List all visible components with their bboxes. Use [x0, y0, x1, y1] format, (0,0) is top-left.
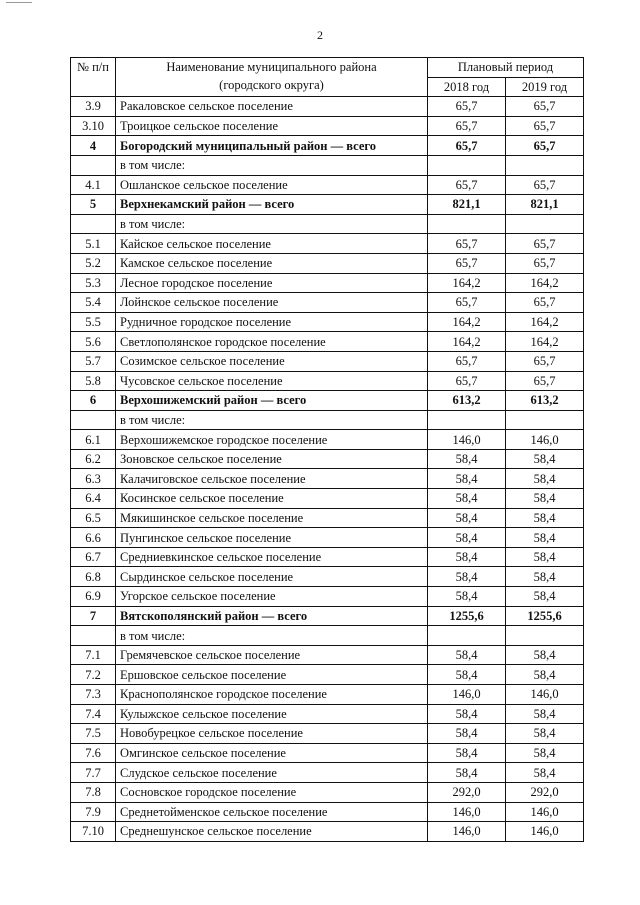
table-row — [71, 430, 584, 450]
row-value-2019: 58,4 — [506, 704, 584, 724]
row-value-2018: 164,2 — [428, 312, 506, 332]
table-row — [71, 391, 584, 411]
top-margin-mark — [6, 2, 32, 3]
row-name: Богородский муниципальный район — всего — [116, 136, 428, 156]
row-name: Троицкое сельское поселение — [116, 116, 428, 136]
row-value-2018 — [428, 214, 506, 234]
row-name: Калачиговское сельское поселение — [116, 469, 428, 489]
row-name: Среднешунское сельское поселение — [116, 822, 428, 842]
row-number: 7.5 — [71, 724, 116, 744]
table-row — [71, 743, 584, 763]
table-row — [71, 469, 584, 489]
row-value-2018: 65,7 — [428, 234, 506, 254]
table-row — [71, 410, 584, 430]
row-value-2019: 65,7 — [506, 116, 584, 136]
table-row — [71, 724, 584, 744]
row-value-2019: 146,0 — [506, 802, 584, 822]
row-value-2019: 146,0 — [506, 430, 584, 450]
row-value-2019: 58,4 — [506, 547, 584, 567]
row-value-2019: 65,7 — [506, 351, 584, 371]
row-number: 5.2 — [71, 253, 116, 273]
row-number: 5.8 — [71, 371, 116, 391]
table-row — [71, 567, 584, 587]
table-row — [71, 547, 584, 567]
row-number: 5.3 — [71, 273, 116, 293]
row-number: 7.4 — [71, 704, 116, 724]
row-number: 6.7 — [71, 547, 116, 567]
row-value-2019: 58,4 — [506, 489, 584, 509]
row-value-2018: 58,4 — [428, 645, 506, 665]
row-value-2019: 58,4 — [506, 645, 584, 665]
row-value-2018: 58,4 — [428, 449, 506, 469]
row-value-2018 — [428, 626, 506, 646]
row-number: 7.1 — [71, 645, 116, 665]
row-value-2019: 65,7 — [506, 253, 584, 273]
row-number: 5 — [71, 195, 116, 215]
row-number: 6.5 — [71, 508, 116, 528]
row-number: 4.1 — [71, 175, 116, 195]
table-row — [71, 704, 584, 724]
row-number: 5.7 — [71, 351, 116, 371]
row-value-2019: 58,4 — [506, 508, 584, 528]
row-value-2018 — [428, 410, 506, 430]
row-value-2019: 65,7 — [506, 234, 584, 254]
row-value-2019: 613,2 — [506, 391, 584, 411]
row-value-2018: 58,4 — [428, 743, 506, 763]
row-value-2018: 146,0 — [428, 802, 506, 822]
row-number: 6.6 — [71, 528, 116, 548]
row-value-2018: 58,4 — [428, 665, 506, 685]
row-value-2018: 146,0 — [428, 822, 506, 842]
row-value-2019: 821,1 — [506, 195, 584, 215]
table-row — [71, 136, 584, 156]
row-name: Сосновское городское поселение — [116, 782, 428, 802]
row-name: Ракаловское сельское поселение — [116, 97, 428, 117]
row-number: 7.2 — [71, 665, 116, 685]
row-value-2019: 58,4 — [506, 665, 584, 685]
table-row — [71, 508, 584, 528]
table-row — [71, 312, 584, 332]
table-row — [71, 332, 584, 352]
table-row — [71, 626, 584, 646]
row-value-2019 — [506, 626, 584, 646]
table-row — [71, 175, 584, 195]
row-value-2019: 1255,6 — [506, 606, 584, 626]
row-value-2019: 58,4 — [506, 724, 584, 744]
row-value-2018: 1255,6 — [428, 606, 506, 626]
row-name: Среднетойменское сельское поселение — [116, 802, 428, 822]
row-name: Кулыжское сельское поселение — [116, 704, 428, 724]
row-number: 6 — [71, 391, 116, 411]
table-row — [71, 97, 584, 117]
row-value-2018: 146,0 — [428, 430, 506, 450]
table-row — [71, 822, 584, 842]
header-period: Плановый период — [428, 58, 584, 78]
row-name: Верхнекамский район — всего — [116, 195, 428, 215]
table-row — [71, 293, 584, 313]
row-number — [71, 410, 116, 430]
table-body — [71, 97, 584, 842]
row-name: Сырдинское сельское поселение — [116, 567, 428, 587]
row-number: 4 — [71, 136, 116, 156]
row-name: Омгинское сельское поселение — [116, 743, 428, 763]
header-number: № п/п — [71, 58, 116, 97]
row-number: 6.3 — [71, 469, 116, 489]
row-value-2018: 65,7 — [428, 371, 506, 391]
table-row — [71, 449, 584, 469]
row-name: Косинское сельское поселение — [116, 489, 428, 509]
row-name: Гремячевское сельское поселение — [116, 645, 428, 665]
header-name-line2: (городского округа) — [219, 78, 324, 92]
row-value-2019: 65,7 — [506, 293, 584, 313]
row-number: 3.9 — [71, 97, 116, 117]
row-number: 5.1 — [71, 234, 116, 254]
row-name: в том числе: — [116, 410, 428, 430]
row-value-2019: 58,4 — [506, 449, 584, 469]
row-name: Ершовское сельское поселение — [116, 665, 428, 685]
row-value-2019 — [506, 155, 584, 175]
row-value-2019: 65,7 — [506, 136, 584, 156]
row-value-2018: 58,4 — [428, 547, 506, 567]
table-row — [71, 273, 584, 293]
row-value-2019: 164,2 — [506, 332, 584, 352]
row-value-2019: 65,7 — [506, 175, 584, 195]
table-row — [71, 371, 584, 391]
row-number: 6.9 — [71, 587, 116, 607]
row-value-2019: 58,4 — [506, 763, 584, 783]
table-row — [71, 214, 584, 234]
row-value-2018: 65,7 — [428, 136, 506, 156]
row-number: 5.6 — [71, 332, 116, 352]
row-number: 7.6 — [71, 743, 116, 763]
row-name: Мякишинское сельское поселение — [116, 508, 428, 528]
header-row — [71, 58, 584, 78]
table-row — [71, 195, 584, 215]
row-name: Кайское сельское поселение — [116, 234, 428, 254]
row-name: Ошланское сельское поселение — [116, 175, 428, 195]
table-header — [71, 58, 584, 97]
row-value-2019: 58,4 — [506, 567, 584, 587]
row-value-2018: 58,4 — [428, 724, 506, 744]
row-name: Вятскополянский район — всего — [116, 606, 428, 626]
row-value-2018: 65,7 — [428, 97, 506, 117]
row-value-2019: 164,2 — [506, 312, 584, 332]
row-value-2018: 58,4 — [428, 587, 506, 607]
row-number: 7 — [71, 606, 116, 626]
row-value-2018: 65,7 — [428, 351, 506, 371]
row-value-2018 — [428, 155, 506, 175]
row-value-2018: 65,7 — [428, 253, 506, 273]
row-value-2019: 146,0 — [506, 822, 584, 842]
row-value-2018: 58,4 — [428, 528, 506, 548]
table-row — [71, 763, 584, 783]
row-number: 6.2 — [71, 449, 116, 469]
row-name: Верхошижемское городское поселение — [116, 430, 428, 450]
row-value-2018: 613,2 — [428, 391, 506, 411]
row-value-2018: 292,0 — [428, 782, 506, 802]
row-name: в том числе: — [116, 214, 428, 234]
row-value-2018: 65,7 — [428, 116, 506, 136]
row-name: Слудское сельское поселение — [116, 763, 428, 783]
header-year-2018: 2018 год — [428, 77, 506, 97]
row-value-2019: 58,4 — [506, 469, 584, 489]
table-row — [71, 489, 584, 509]
row-number: 5.4 — [71, 293, 116, 313]
row-number — [71, 626, 116, 646]
header-name — [116, 58, 428, 97]
header-year-2019: 2019 год — [506, 77, 584, 97]
row-number: 7.10 — [71, 822, 116, 842]
table-row — [71, 253, 584, 273]
row-value-2019: 58,4 — [506, 587, 584, 607]
row-value-2018: 821,1 — [428, 195, 506, 215]
table-row — [71, 802, 584, 822]
table-row — [71, 782, 584, 802]
row-value-2018: 65,7 — [428, 175, 506, 195]
page-number: 2 — [317, 28, 323, 42]
row-name: Краснополянское городское поселение — [116, 685, 428, 705]
row-name: в том числе: — [116, 626, 428, 646]
row-name: Созимское сельское поселение — [116, 351, 428, 371]
row-number — [71, 155, 116, 175]
row-value-2019: 164,2 — [506, 273, 584, 293]
table-row — [71, 606, 584, 626]
row-value-2019: 65,7 — [506, 97, 584, 117]
table-row — [71, 665, 584, 685]
row-name: Верхошижемский район — всего — [116, 391, 428, 411]
row-number: 5.5 — [71, 312, 116, 332]
header-name-line1: Наименование муниципального района — [166, 60, 377, 74]
row-value-2019: 58,4 — [506, 528, 584, 548]
row-number: 7.9 — [71, 802, 116, 822]
row-value-2018: 58,4 — [428, 508, 506, 528]
row-name: Средниевкинское сельское поселение — [116, 547, 428, 567]
row-name: Рудничное городское поселение — [116, 312, 428, 332]
row-name: Чусовское сельское поселение — [116, 371, 428, 391]
row-number: 6.4 — [71, 489, 116, 509]
table-row — [71, 685, 584, 705]
row-number: 6.8 — [71, 567, 116, 587]
row-value-2018: 58,4 — [428, 704, 506, 724]
row-value-2019: 65,7 — [506, 371, 584, 391]
table-row — [71, 528, 584, 548]
row-name: Светлополянское городское поселение — [116, 332, 428, 352]
row-name: Лойнское сельское поселение — [116, 293, 428, 313]
row-name: Новобурецкое сельское поселение — [116, 724, 428, 744]
row-value-2018: 164,2 — [428, 273, 506, 293]
row-value-2018: 164,2 — [428, 332, 506, 352]
row-number: 7.3 — [71, 685, 116, 705]
row-number: 3.10 — [71, 116, 116, 136]
table-row — [71, 234, 584, 254]
row-name: Камское сельское поселение — [116, 253, 428, 273]
row-value-2019: 146,0 — [506, 685, 584, 705]
row-value-2019: 292,0 — [506, 782, 584, 802]
row-name: Лесное городское поселение — [116, 273, 428, 293]
row-value-2018: 58,4 — [428, 567, 506, 587]
row-name: в том числе: — [116, 155, 428, 175]
row-value-2018: 58,4 — [428, 763, 506, 783]
row-number — [71, 214, 116, 234]
row-value-2019 — [506, 410, 584, 430]
row-number: 7.8 — [71, 782, 116, 802]
table-row — [71, 351, 584, 371]
row-name: Зоновское сельское поселение — [116, 449, 428, 469]
table-row — [71, 116, 584, 136]
table-row — [71, 645, 584, 665]
row-value-2018: 146,0 — [428, 685, 506, 705]
row-number: 7.7 — [71, 763, 116, 783]
row-name: Пунгинское сельское поселение — [116, 528, 428, 548]
allocation-table — [70, 57, 584, 842]
row-value-2018: 58,4 — [428, 489, 506, 509]
table-row — [71, 587, 584, 607]
row-value-2019: 58,4 — [506, 743, 584, 763]
row-name: Угорское сельское поселение — [116, 587, 428, 607]
row-number: 6.1 — [71, 430, 116, 450]
table-row — [71, 155, 584, 175]
row-value-2018: 65,7 — [428, 293, 506, 313]
row-value-2018: 58,4 — [428, 469, 506, 489]
row-value-2019 — [506, 214, 584, 234]
